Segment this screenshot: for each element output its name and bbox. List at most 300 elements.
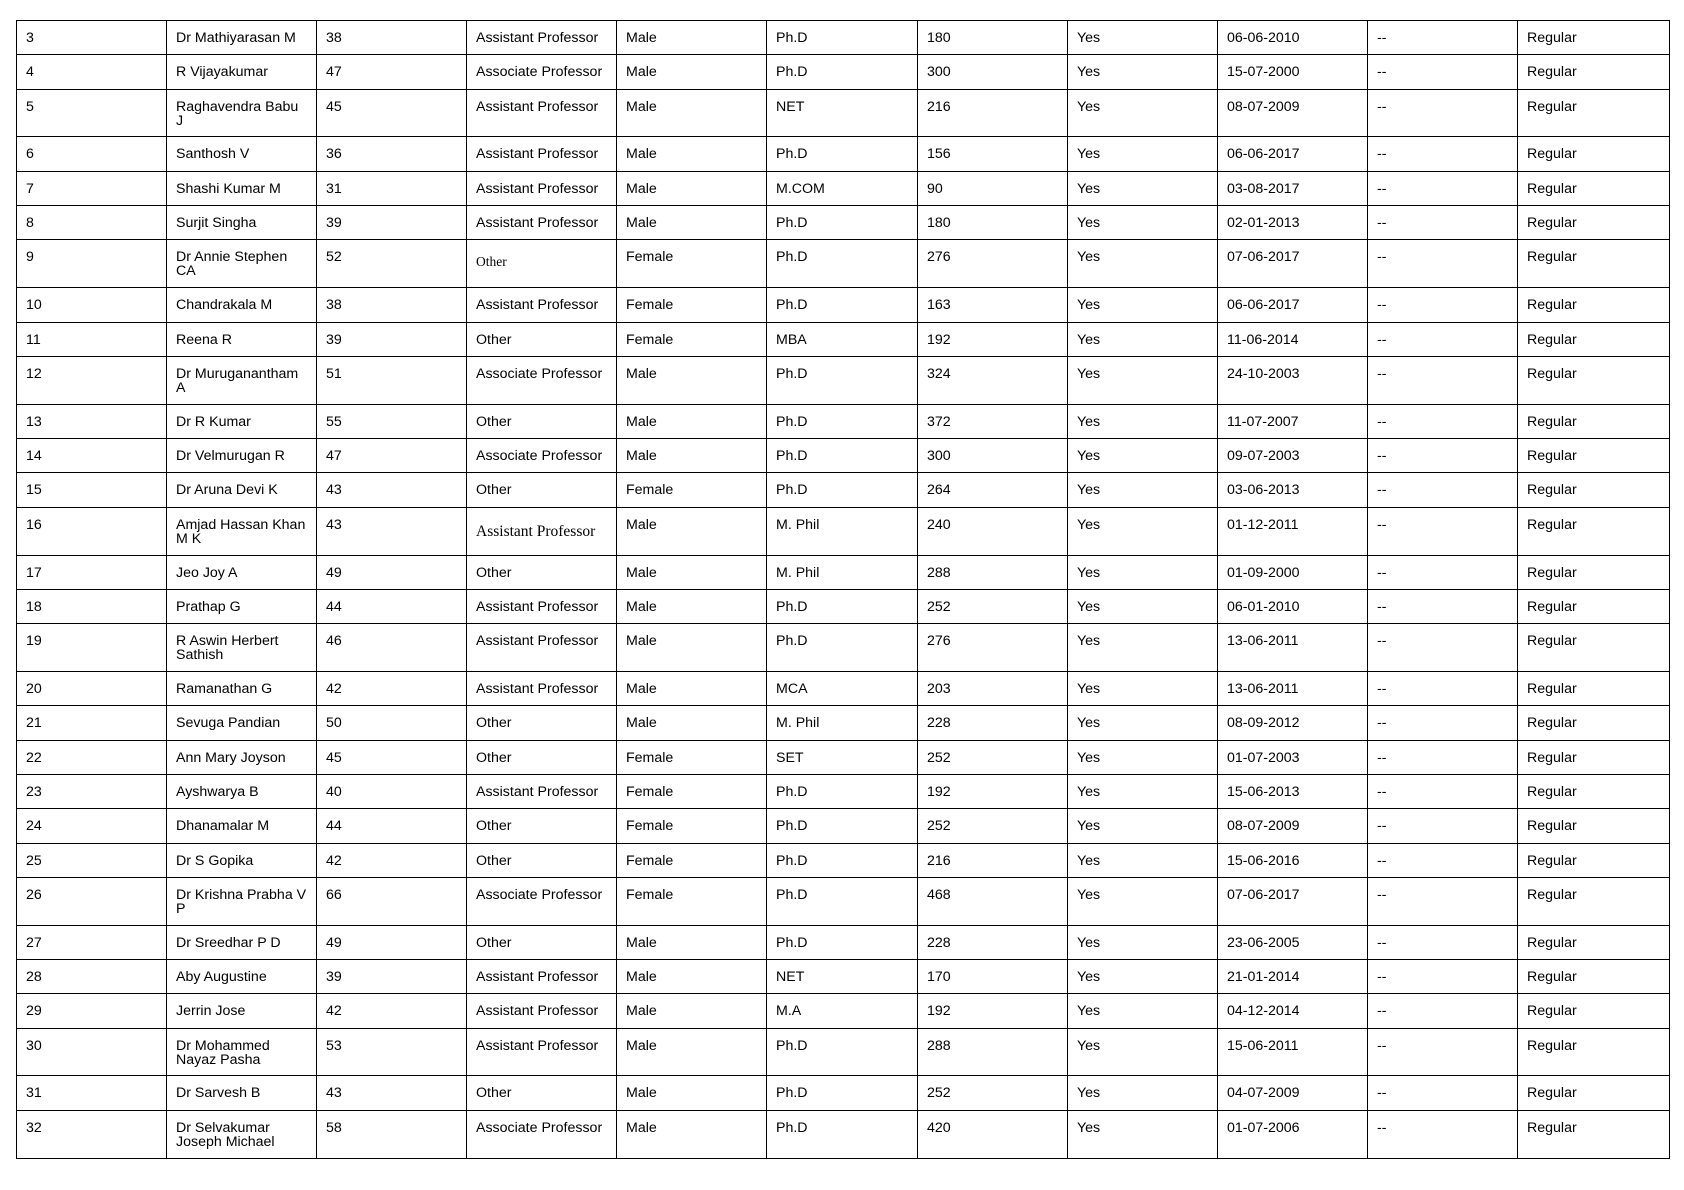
cell-faculty-name: Dr Aruna Devi K xyxy=(167,473,317,507)
cell-faculty-name: Shashi Kumar M xyxy=(167,171,317,205)
cell-experience-months: 192 xyxy=(918,322,1068,356)
cell-joining-date: 23-06-2005 xyxy=(1218,925,1368,959)
cell-age: 45 xyxy=(317,89,467,137)
cell-qualification: Ph.D xyxy=(767,288,918,322)
cell-experience-months: 180 xyxy=(918,21,1068,55)
cell-faculty-name: Jeo Joy A xyxy=(167,555,317,589)
cell-qualification: Ph.D xyxy=(767,1110,918,1158)
cell-gender: Male xyxy=(617,994,767,1028)
cell-qualification: MBA xyxy=(767,322,918,356)
table-row xyxy=(17,877,1670,925)
cell-age: 42 xyxy=(317,994,467,1028)
faculty-table xyxy=(16,20,1670,1159)
cell-faculty-name: Prathap G xyxy=(167,589,317,623)
cell-designation: Assistant Professor xyxy=(467,589,617,623)
cell-leaving-date: -- xyxy=(1368,288,1518,322)
cell-age: 43 xyxy=(317,1076,467,1110)
cell-currently-working: Yes xyxy=(1068,356,1218,404)
faculty-table-body xyxy=(17,21,1670,1159)
cell-designation: Assistant Professor xyxy=(467,89,617,137)
cell-experience-months: 300 xyxy=(918,55,1068,89)
cell-currently-working: Yes xyxy=(1068,89,1218,137)
cell-experience-months: 216 xyxy=(918,89,1068,137)
cell-leaving-date: -- xyxy=(1368,356,1518,404)
cell-designation: Other xyxy=(467,925,617,959)
cell-age: 43 xyxy=(317,473,467,507)
cell-experience-months: 372 xyxy=(918,404,1068,438)
cell-serial-number: 30 xyxy=(17,1028,167,1076)
cell-designation: Other xyxy=(467,473,617,507)
cell-experience-months: 180 xyxy=(918,206,1068,240)
cell-appointment-nature: Regular xyxy=(1518,89,1670,137)
cell-experience-months: 276 xyxy=(918,624,1068,672)
table-row xyxy=(17,55,1670,89)
cell-gender: Male xyxy=(617,404,767,438)
cell-designation: Other xyxy=(467,843,617,877)
cell-experience-months: 288 xyxy=(918,1028,1068,1076)
table-row xyxy=(17,89,1670,137)
cell-qualification: MCA xyxy=(767,672,918,706)
cell-leaving-date: -- xyxy=(1368,959,1518,993)
cell-experience-months: 90 xyxy=(918,171,1068,205)
cell-gender: Female xyxy=(617,740,767,774)
cell-faculty-name: Sevuga Pandian xyxy=(167,706,317,740)
cell-appointment-nature: Regular xyxy=(1518,994,1670,1028)
cell-age: 45 xyxy=(317,740,467,774)
cell-experience-months: 420 xyxy=(918,1110,1068,1158)
cell-currently-working: Yes xyxy=(1068,959,1218,993)
cell-leaving-date: -- xyxy=(1368,89,1518,137)
cell-joining-date: 24-10-2003 xyxy=(1218,356,1368,404)
cell-joining-date: 15-06-2011 xyxy=(1218,1028,1368,1076)
table-row xyxy=(17,206,1670,240)
cell-designation: Other xyxy=(467,809,617,843)
cell-appointment-nature: Regular xyxy=(1518,706,1670,740)
cell-age: 50 xyxy=(317,706,467,740)
cell-leaving-date: -- xyxy=(1368,843,1518,877)
table-row xyxy=(17,843,1670,877)
cell-age: 58 xyxy=(317,1110,467,1158)
cell-joining-date: 06-06-2017 xyxy=(1218,288,1368,322)
cell-currently-working: Yes xyxy=(1068,404,1218,438)
cell-leaving-date: -- xyxy=(1368,439,1518,473)
cell-serial-number: 18 xyxy=(17,589,167,623)
cell-currently-working: Yes xyxy=(1068,589,1218,623)
cell-faculty-name: Surjit Singha xyxy=(167,206,317,240)
cell-designation: Assistant Professor xyxy=(467,774,617,808)
table-row xyxy=(17,774,1670,808)
cell-appointment-nature: Regular xyxy=(1518,809,1670,843)
cell-age: 42 xyxy=(317,843,467,877)
cell-currently-working: Yes xyxy=(1068,439,1218,473)
cell-faculty-name: R Vijayakumar xyxy=(167,55,317,89)
cell-appointment-nature: Regular xyxy=(1518,959,1670,993)
cell-qualification: Ph.D xyxy=(767,843,918,877)
cell-qualification: Ph.D xyxy=(767,1076,918,1110)
cell-leaving-date: -- xyxy=(1368,473,1518,507)
cell-designation: Other xyxy=(467,555,617,589)
cell-currently-working: Yes xyxy=(1068,473,1218,507)
cell-serial-number: 4 xyxy=(17,55,167,89)
table-row xyxy=(17,240,1670,288)
cell-age: 31 xyxy=(317,171,467,205)
cell-designation: Assistant Professor xyxy=(467,21,617,55)
cell-gender: Female xyxy=(617,774,767,808)
table-row xyxy=(17,171,1670,205)
cell-faculty-name: Raghavendra Babu J xyxy=(167,89,317,137)
cell-experience-months: 163 xyxy=(918,288,1068,322)
cell-faculty-name: Dr S Gopika xyxy=(167,843,317,877)
cell-gender: Female xyxy=(617,322,767,356)
table-row xyxy=(17,624,1670,672)
cell-appointment-nature: Regular xyxy=(1518,843,1670,877)
cell-currently-working: Yes xyxy=(1068,507,1218,555)
cell-leaving-date: -- xyxy=(1368,137,1518,171)
cell-currently-working: Yes xyxy=(1068,774,1218,808)
cell-faculty-name: R Aswin Herbert Sathish xyxy=(167,624,317,672)
cell-qualification: Ph.D xyxy=(767,925,918,959)
cell-appointment-nature: Regular xyxy=(1518,624,1670,672)
cell-gender: Female xyxy=(617,877,767,925)
cell-joining-date: 01-07-2003 xyxy=(1218,740,1368,774)
cell-gender: Female xyxy=(617,843,767,877)
cell-serial-number: 9 xyxy=(17,240,167,288)
cell-serial-number: 27 xyxy=(17,925,167,959)
cell-serial-number: 11 xyxy=(17,322,167,356)
cell-leaving-date: -- xyxy=(1368,404,1518,438)
cell-gender: Male xyxy=(617,439,767,473)
cell-appointment-nature: Regular xyxy=(1518,507,1670,555)
cell-currently-working: Yes xyxy=(1068,706,1218,740)
cell-qualification: Ph.D xyxy=(767,473,918,507)
cell-leaving-date: -- xyxy=(1368,774,1518,808)
cell-designation: Associate Professor xyxy=(467,356,617,404)
table-row xyxy=(17,21,1670,55)
cell-currently-working: Yes xyxy=(1068,672,1218,706)
cell-faculty-name: Dr Selvakumar Joseph Michael xyxy=(167,1110,317,1158)
cell-serial-number: 24 xyxy=(17,809,167,843)
cell-leaving-date: -- xyxy=(1368,240,1518,288)
cell-appointment-nature: Regular xyxy=(1518,589,1670,623)
cell-age: 52 xyxy=(317,240,467,288)
cell-serial-number: 7 xyxy=(17,171,167,205)
cell-qualification: Ph.D xyxy=(767,624,918,672)
cell-currently-working: Yes xyxy=(1068,555,1218,589)
cell-qualification: Ph.D xyxy=(767,809,918,843)
cell-age: 66 xyxy=(317,877,467,925)
cell-currently-working: Yes xyxy=(1068,206,1218,240)
cell-experience-months: 300 xyxy=(918,439,1068,473)
table-row xyxy=(17,1028,1670,1076)
cell-currently-working: Yes xyxy=(1068,1028,1218,1076)
cell-joining-date: 21-01-2014 xyxy=(1218,959,1368,993)
cell-faculty-name: Dr Sarvesh B xyxy=(167,1076,317,1110)
cell-faculty-name: Ann Mary Joyson xyxy=(167,740,317,774)
cell-joining-date: 06-01-2010 xyxy=(1218,589,1368,623)
cell-joining-date: 01-09-2000 xyxy=(1218,555,1368,589)
cell-joining-date: 15-07-2000 xyxy=(1218,55,1368,89)
cell-joining-date: 15-06-2016 xyxy=(1218,843,1368,877)
cell-joining-date: 03-08-2017 xyxy=(1218,171,1368,205)
cell-joining-date: 06-06-2010 xyxy=(1218,21,1368,55)
cell-experience-months: 252 xyxy=(918,809,1068,843)
cell-joining-date: 04-07-2009 xyxy=(1218,1076,1368,1110)
cell-serial-number: 14 xyxy=(17,439,167,473)
cell-designation: Assistant Professor xyxy=(467,624,617,672)
cell-currently-working: Yes xyxy=(1068,137,1218,171)
cell-gender: Male xyxy=(617,672,767,706)
cell-gender: Male xyxy=(617,555,767,589)
cell-qualification: NET xyxy=(767,89,918,137)
cell-designation: Assistant Professor xyxy=(467,672,617,706)
cell-qualification: Ph.D xyxy=(767,404,918,438)
table-row xyxy=(17,925,1670,959)
cell-faculty-name: Dr Krishna Prabha V P xyxy=(167,877,317,925)
cell-serial-number: 29 xyxy=(17,994,167,1028)
cell-appointment-nature: Regular xyxy=(1518,740,1670,774)
cell-faculty-name: Aby Augustine xyxy=(167,959,317,993)
cell-gender: Male xyxy=(617,925,767,959)
cell-appointment-nature: Regular xyxy=(1518,774,1670,808)
cell-gender: Male xyxy=(617,624,767,672)
table-row xyxy=(17,672,1670,706)
cell-age: 47 xyxy=(317,55,467,89)
cell-faculty-name: Ramanathan G xyxy=(167,672,317,706)
cell-qualification: NET xyxy=(767,959,918,993)
cell-leaving-date: -- xyxy=(1368,740,1518,774)
cell-serial-number: 3 xyxy=(17,21,167,55)
cell-serial-number: 15 xyxy=(17,473,167,507)
cell-designation: Assistant Professor xyxy=(467,288,617,322)
cell-faculty-name: Dr Muruganantham A xyxy=(167,356,317,404)
cell-currently-working: Yes xyxy=(1068,322,1218,356)
cell-gender: Female xyxy=(617,473,767,507)
cell-appointment-nature: Regular xyxy=(1518,1076,1670,1110)
cell-qualification: Ph.D xyxy=(767,1028,918,1076)
cell-serial-number: 22 xyxy=(17,740,167,774)
cell-designation: Other xyxy=(467,1076,617,1110)
cell-designation: Other xyxy=(467,240,617,288)
cell-leaving-date: -- xyxy=(1368,589,1518,623)
table-row xyxy=(17,356,1670,404)
cell-gender: Male xyxy=(617,589,767,623)
cell-designation: Assistant Professor xyxy=(467,994,617,1028)
cell-gender: Male xyxy=(617,706,767,740)
cell-age: 39 xyxy=(317,322,467,356)
cell-gender: Male xyxy=(617,171,767,205)
cell-serial-number: 20 xyxy=(17,672,167,706)
cell-appointment-nature: Regular xyxy=(1518,171,1670,205)
table-row xyxy=(17,994,1670,1028)
cell-appointment-nature: Regular xyxy=(1518,240,1670,288)
cell-experience-months: 216 xyxy=(918,843,1068,877)
cell-qualification: Ph.D xyxy=(767,589,918,623)
cell-experience-months: 252 xyxy=(918,1076,1068,1110)
cell-experience-months: 228 xyxy=(918,925,1068,959)
cell-experience-months: 228 xyxy=(918,706,1068,740)
cell-age: 39 xyxy=(317,959,467,993)
cell-appointment-nature: Regular xyxy=(1518,206,1670,240)
cell-qualification: M.COM xyxy=(767,171,918,205)
cell-qualification: M. Phil xyxy=(767,507,918,555)
cell-leaving-date: -- xyxy=(1368,672,1518,706)
cell-faculty-name: Dr Velmurugan R xyxy=(167,439,317,473)
cell-serial-number: 16 xyxy=(17,507,167,555)
cell-designation: Assistant Professor xyxy=(467,171,617,205)
cell-faculty-name: Amjad Hassan Khan M K xyxy=(167,507,317,555)
cell-gender: Male xyxy=(617,137,767,171)
cell-faculty-name: Jerrin Jose xyxy=(167,994,317,1028)
cell-gender: Male xyxy=(617,89,767,137)
cell-faculty-name: Dr Annie Stephen CA xyxy=(167,240,317,288)
cell-joining-date: 06-06-2017 xyxy=(1218,137,1368,171)
cell-qualification: Ph.D xyxy=(767,877,918,925)
cell-joining-date: 11-06-2014 xyxy=(1218,322,1368,356)
cell-joining-date: 08-09-2012 xyxy=(1218,706,1368,740)
table-row xyxy=(17,322,1670,356)
cell-qualification: Ph.D xyxy=(767,137,918,171)
cell-gender: Male xyxy=(617,21,767,55)
cell-leaving-date: -- xyxy=(1368,624,1518,672)
table-row xyxy=(17,706,1670,740)
cell-age: 39 xyxy=(317,206,467,240)
cell-age: 49 xyxy=(317,925,467,959)
table-row xyxy=(17,404,1670,438)
cell-leaving-date: -- xyxy=(1368,706,1518,740)
cell-experience-months: 288 xyxy=(918,555,1068,589)
cell-designation: Associate Professor xyxy=(467,877,617,925)
cell-serial-number: 21 xyxy=(17,706,167,740)
cell-age: 53 xyxy=(317,1028,467,1076)
cell-faculty-name: Dhanamalar M xyxy=(167,809,317,843)
cell-appointment-nature: Regular xyxy=(1518,21,1670,55)
cell-currently-working: Yes xyxy=(1068,1076,1218,1110)
cell-experience-months: 240 xyxy=(918,507,1068,555)
cell-appointment-nature: Regular xyxy=(1518,356,1670,404)
table-row xyxy=(17,809,1670,843)
cell-leaving-date: -- xyxy=(1368,55,1518,89)
cell-leaving-date: -- xyxy=(1368,877,1518,925)
cell-designation: Assistant Professor xyxy=(467,507,617,555)
cell-qualification: Ph.D xyxy=(767,439,918,473)
cell-currently-working: Yes xyxy=(1068,994,1218,1028)
cell-designation: Associate Professor xyxy=(467,55,617,89)
cell-leaving-date: -- xyxy=(1368,171,1518,205)
cell-serial-number: 5 xyxy=(17,89,167,137)
cell-joining-date: 13-06-2011 xyxy=(1218,624,1368,672)
cell-gender: Male xyxy=(617,1028,767,1076)
table-row xyxy=(17,959,1670,993)
cell-experience-months: 468 xyxy=(918,877,1068,925)
cell-currently-working: Yes xyxy=(1068,21,1218,55)
cell-currently-working: Yes xyxy=(1068,288,1218,322)
cell-serial-number: 26 xyxy=(17,877,167,925)
cell-age: 38 xyxy=(317,288,467,322)
cell-gender: Female xyxy=(617,288,767,322)
cell-serial-number: 6 xyxy=(17,137,167,171)
table-row xyxy=(17,439,1670,473)
table-row xyxy=(17,507,1670,555)
cell-leaving-date: -- xyxy=(1368,206,1518,240)
cell-currently-working: Yes xyxy=(1068,240,1218,288)
cell-joining-date: 11-07-2007 xyxy=(1218,404,1368,438)
cell-experience-months: 156 xyxy=(918,137,1068,171)
cell-gender: Male xyxy=(617,1076,767,1110)
cell-currently-working: Yes xyxy=(1068,1110,1218,1158)
cell-qualification: M. Phil xyxy=(767,706,918,740)
cell-qualification: Ph.D xyxy=(767,21,918,55)
cell-experience-months: 192 xyxy=(918,774,1068,808)
cell-currently-working: Yes xyxy=(1068,925,1218,959)
cell-age: 51 xyxy=(317,356,467,404)
cell-qualification: Ph.D xyxy=(767,356,918,404)
cell-age: 49 xyxy=(317,555,467,589)
cell-joining-date: 04-12-2014 xyxy=(1218,994,1368,1028)
cell-serial-number: 17 xyxy=(17,555,167,589)
cell-designation: Other xyxy=(467,706,617,740)
cell-experience-months: 324 xyxy=(918,356,1068,404)
cell-serial-number: 12 xyxy=(17,356,167,404)
table-row xyxy=(17,288,1670,322)
cell-age: 43 xyxy=(317,507,467,555)
cell-serial-number: 23 xyxy=(17,774,167,808)
cell-leaving-date: -- xyxy=(1368,507,1518,555)
cell-experience-months: 252 xyxy=(918,589,1068,623)
cell-designation: Other xyxy=(467,322,617,356)
cell-currently-working: Yes xyxy=(1068,740,1218,774)
cell-joining-date: 08-07-2009 xyxy=(1218,89,1368,137)
cell-appointment-nature: Regular xyxy=(1518,555,1670,589)
cell-appointment-nature: Regular xyxy=(1518,1028,1670,1076)
cell-joining-date: 13-06-2011 xyxy=(1218,672,1368,706)
table-row xyxy=(17,589,1670,623)
cell-designation: Assistant Professor xyxy=(467,206,617,240)
cell-qualification: Ph.D xyxy=(767,240,918,288)
cell-faculty-name: Dr Mathiyarasan M xyxy=(167,21,317,55)
cell-leaving-date: -- xyxy=(1368,322,1518,356)
cell-serial-number: 8 xyxy=(17,206,167,240)
cell-leaving-date: -- xyxy=(1368,925,1518,959)
cell-joining-date: 15-06-2013 xyxy=(1218,774,1368,808)
cell-joining-date: 01-07-2006 xyxy=(1218,1110,1368,1158)
cell-joining-date: 02-01-2013 xyxy=(1218,206,1368,240)
cell-gender: Female xyxy=(617,240,767,288)
cell-currently-working: Yes xyxy=(1068,55,1218,89)
cell-leaving-date: -- xyxy=(1368,1110,1518,1158)
cell-leaving-date: -- xyxy=(1368,555,1518,589)
cell-faculty-name: Dr Sreedhar P D xyxy=(167,925,317,959)
cell-faculty-name: Reena R xyxy=(167,322,317,356)
cell-age: 47 xyxy=(317,439,467,473)
cell-faculty-name: Ayshwarya B xyxy=(167,774,317,808)
table-row xyxy=(17,555,1670,589)
cell-serial-number: 25 xyxy=(17,843,167,877)
cell-age: 46 xyxy=(317,624,467,672)
cell-gender: Male xyxy=(617,959,767,993)
cell-joining-date: 07-06-2017 xyxy=(1218,240,1368,288)
table-row xyxy=(17,137,1670,171)
cell-gender: Male xyxy=(617,507,767,555)
cell-faculty-name: Dr Mohammed Nayaz Pasha xyxy=(167,1028,317,1076)
cell-appointment-nature: Regular xyxy=(1518,925,1670,959)
cell-gender: Male xyxy=(617,1110,767,1158)
cell-qualification: Ph.D xyxy=(767,774,918,808)
cell-designation: Associate Professor xyxy=(467,1110,617,1158)
cell-qualification: Ph.D xyxy=(767,55,918,89)
table-row xyxy=(17,740,1670,774)
cell-qualification: M.A xyxy=(767,994,918,1028)
cell-serial-number: 31 xyxy=(17,1076,167,1110)
